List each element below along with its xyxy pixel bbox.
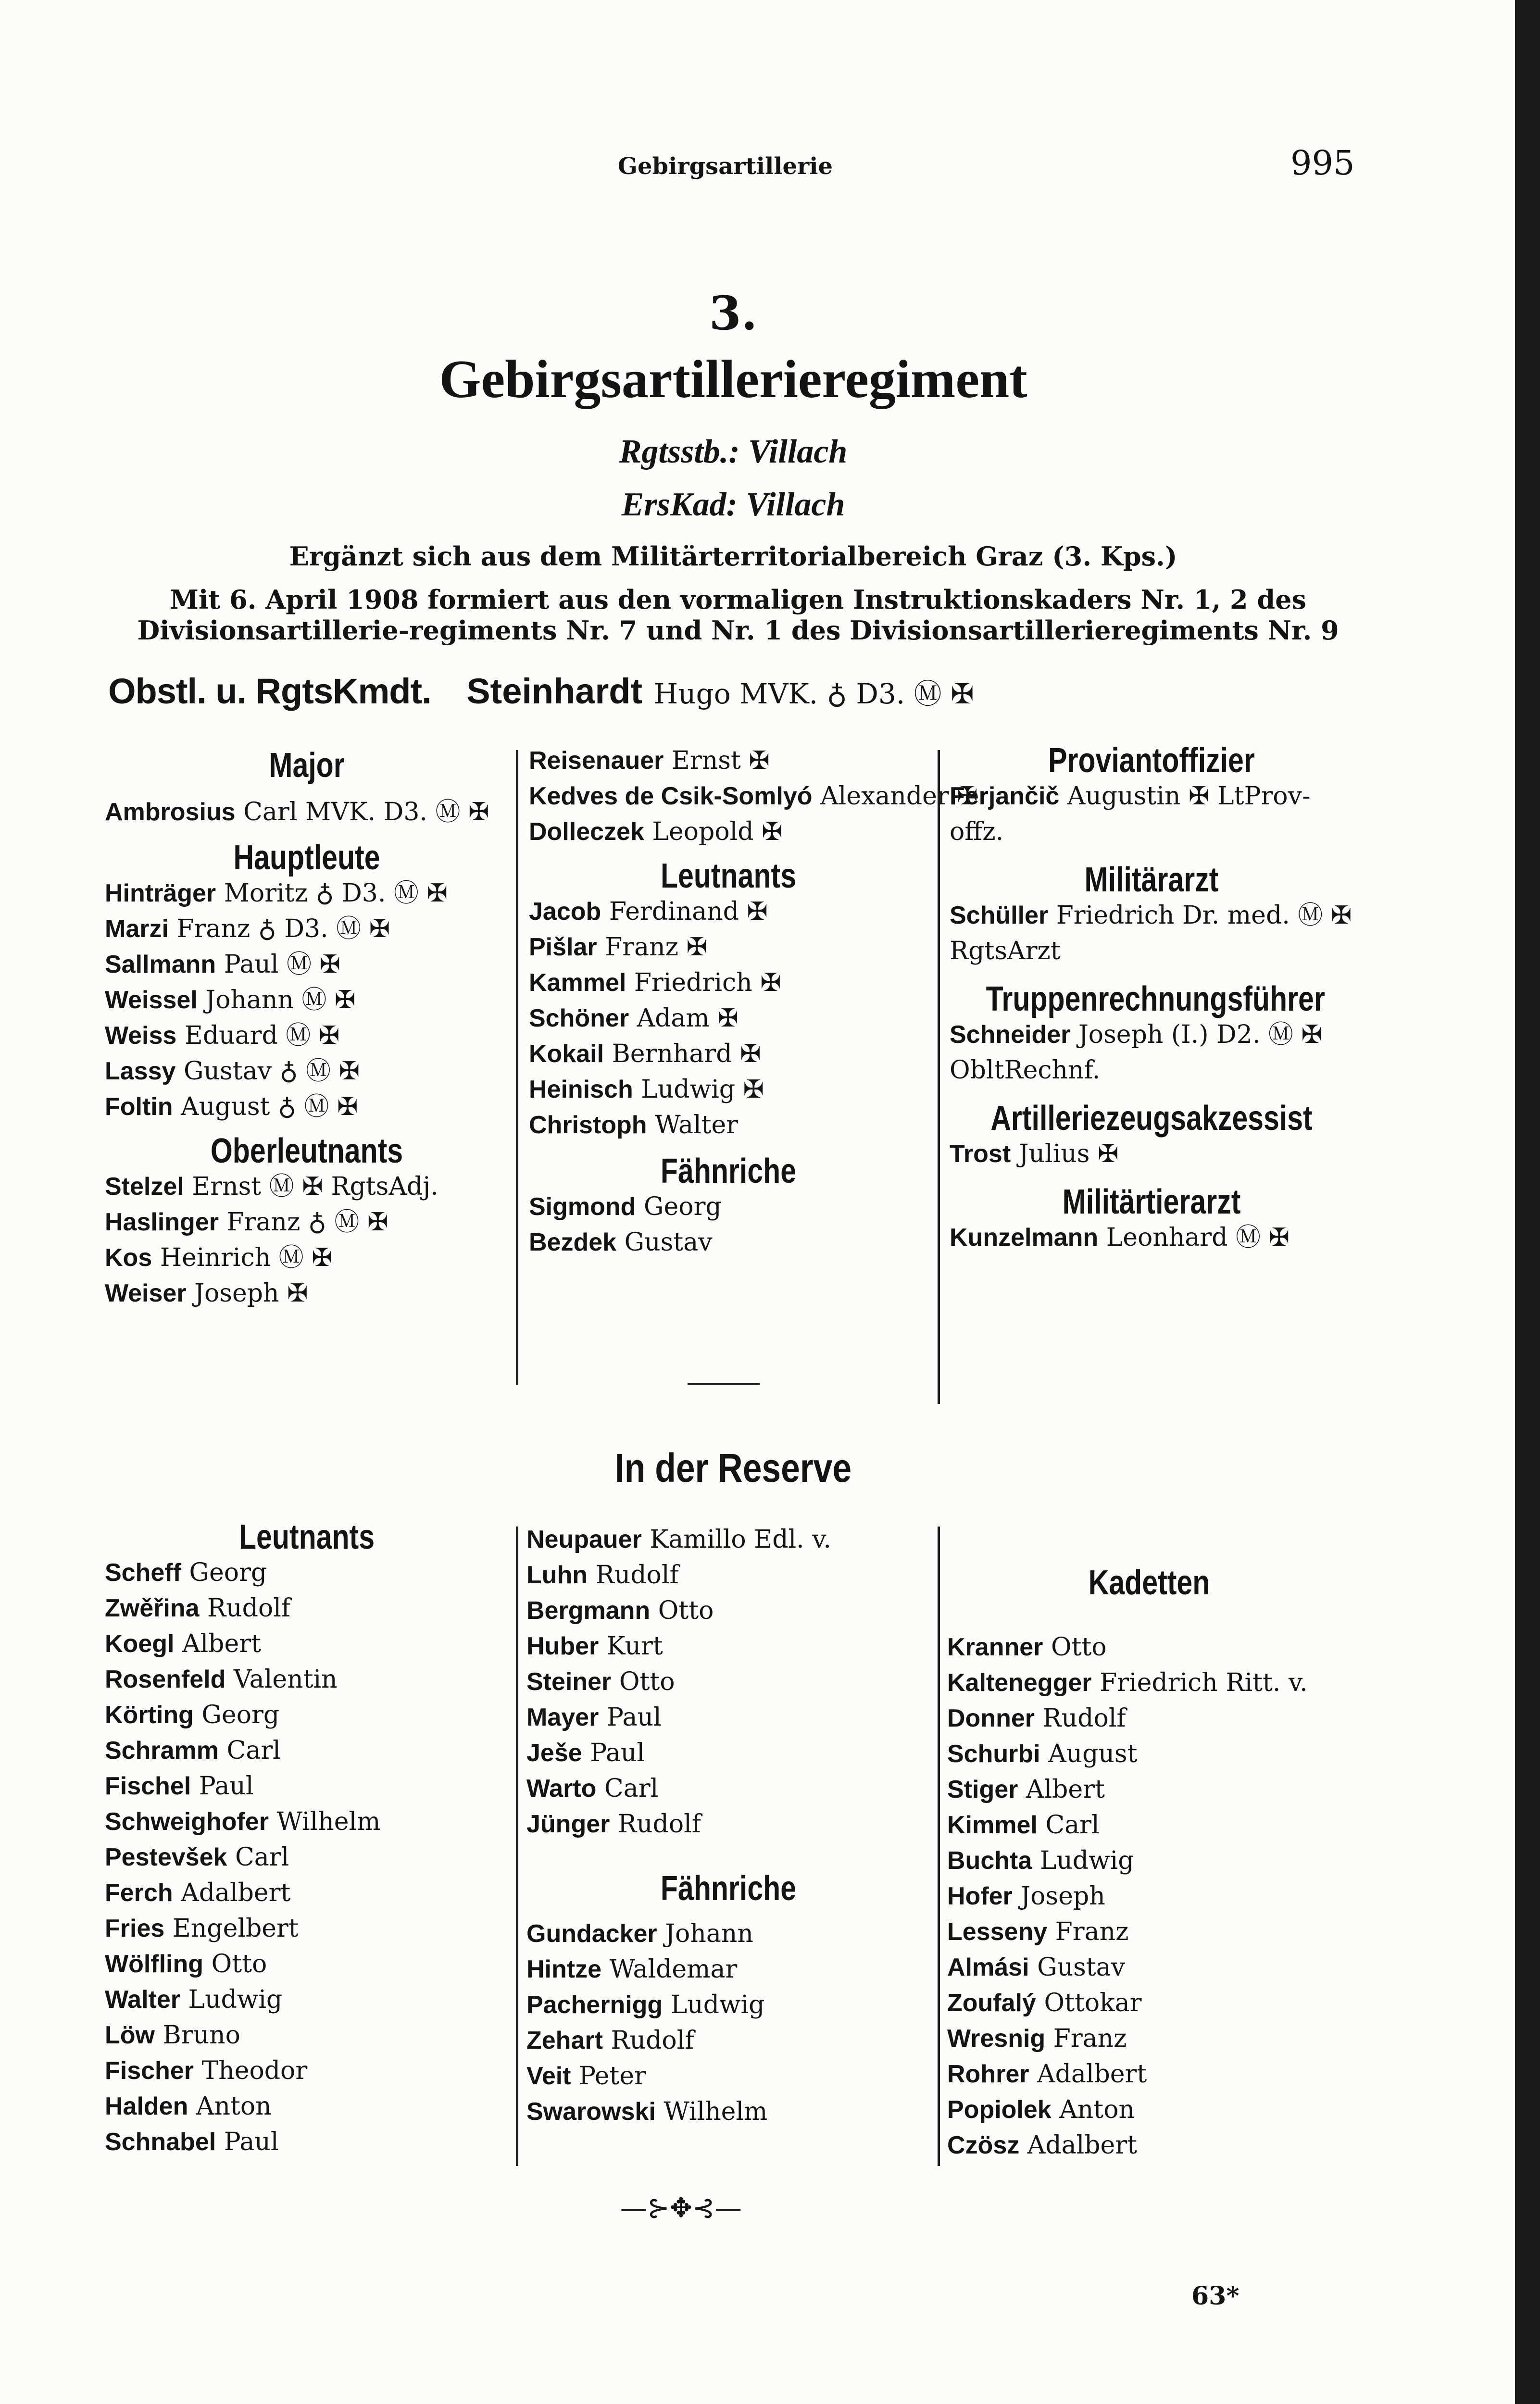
entry-given: Leonhard Ⓜ ✠: [1106, 1223, 1290, 1252]
entry-given: Rudolf: [611, 2026, 694, 2055]
roster-entry: [105, 1804, 509, 1840]
roster-entry: [526, 1628, 930, 1664]
heading-reserve-leutnants: Leutnants: [238, 1518, 375, 1556]
entry-given: Friedrich Ritt. v.: [1100, 1668, 1308, 1697]
entry-surname: Rosenfeld: [105, 1665, 226, 1693]
entry-given: Otto: [1051, 1633, 1107, 1662]
entry-surname: Lesseny: [947, 1918, 1048, 1946]
list-proviant: [950, 778, 1353, 850]
roster-entry: [105, 793, 509, 831]
roster-entry: [105, 1768, 509, 1804]
reserve-column-1: [105, 1519, 509, 2160]
entry-surname: Weiss: [105, 1022, 177, 1050]
entry-surname: Ješe: [526, 1739, 582, 1767]
entry-given: Otto: [658, 1596, 714, 1625]
roster-entry: [947, 1701, 1351, 1736]
roster-entry: [529, 929, 928, 965]
entry-surname: Schweighofer: [105, 1808, 269, 1836]
entry-given: Albert: [1026, 1775, 1105, 1804]
column-rule-2: [938, 750, 940, 1404]
roster-entry: [105, 1662, 509, 1697]
roster-entry: [529, 1072, 928, 1107]
entry-given: Wilhelm: [664, 2097, 768, 2126]
roster-entry: [947, 1878, 1351, 1914]
entry-surname: Popiolek: [947, 2096, 1052, 2124]
entry-surname: Gundacker: [526, 1920, 657, 1948]
list-akzessist: [950, 1136, 1353, 1172]
entry-surname: Halden: [105, 2092, 188, 2120]
roster-entry: [526, 2094, 930, 2129]
list-oberleutnants: [105, 1169, 509, 1311]
entry-surname: Stelzel: [105, 1173, 184, 1201]
entry-surname: Reisenauer: [529, 747, 664, 775]
roster-entry: [105, 1946, 509, 1982]
entry-given: Gustav: [1037, 1953, 1126, 1982]
entry-given: Anton: [1059, 2095, 1135, 2124]
entry-surname: Ambrosius: [105, 798, 236, 826]
entry-given: Rudolf: [1042, 1704, 1126, 1733]
entry-given: Rudolf: [617, 1810, 701, 1839]
roster-entry: [529, 1189, 928, 1225]
list-reserve-faehnriche: [526, 1916, 930, 2129]
heading-leutnants: Leutnants: [660, 857, 797, 895]
entry-surname: Zehart: [526, 2027, 603, 2054]
roster-entry: [526, 1952, 930, 1987]
roster-entry: [526, 1593, 930, 1628]
commander-rank: Obstl. u. RgtsKmdt.: [108, 671, 431, 711]
entry-given: Adalbert: [1037, 2060, 1147, 2089]
heading-faehnriche: Fähnriche: [660, 1152, 797, 1190]
entry-given: Ludwig: [670, 1991, 765, 2019]
roster-entry: [526, 2058, 930, 2094]
entry-given: Friedrich ✠: [634, 968, 781, 997]
entry-surname: Schöner: [529, 1004, 629, 1032]
entry-surname: Schneider: [950, 1021, 1071, 1049]
roster-entry: [105, 1089, 509, 1125]
entry-given: Augustin ✠ LtProv-offz.: [950, 782, 1311, 846]
roster-entry: [526, 1806, 930, 1842]
roster-entry: [526, 1664, 930, 1700]
entry-surname: Jünger: [526, 1810, 610, 1838]
entry-surname: Hofer: [947, 1882, 1013, 1910]
entry-given: Franz ✠: [605, 933, 708, 962]
roster-entry: [105, 1053, 509, 1089]
roster-entry: [105, 876, 509, 911]
entry-given: Gustav ♁ Ⓜ ✠: [183, 1057, 360, 1086]
entry-surname: Pachernigg: [526, 1991, 663, 2019]
entry-surname: Ferjančič: [950, 782, 1060, 810]
entry-surname: Kaltenegger: [947, 1669, 1092, 1697]
entry-given: Rudolf: [595, 1561, 679, 1590]
entry-given: Waldemar: [609, 1955, 738, 1984]
entry-surname: Warto: [526, 1775, 597, 1803]
entry-surname: Kranner: [947, 1633, 1043, 1661]
entry-surname: Wölfling: [105, 1950, 204, 1978]
entry-surname: Marzi: [105, 915, 169, 943]
roster-entry: [950, 898, 1353, 969]
roster-entry: [529, 1001, 928, 1036]
entry-surname: Huber: [526, 1632, 599, 1660]
entry-given: Carl: [604, 1774, 659, 1803]
entry-given: Otto: [211, 1950, 267, 1978]
heading-proviant: Proviantoffizier: [1048, 741, 1255, 780]
roster-entry: [105, 1733, 509, 1768]
scan-border: [1515, 0, 1540, 2404]
running-header: Gebirgsartillerie: [618, 153, 833, 180]
entry-surname: Stiger: [947, 1776, 1018, 1803]
entry-surname: Dolleczek: [529, 818, 644, 846]
roster-entry: [105, 982, 509, 1018]
roster-entry: [950, 1136, 1353, 1172]
reserve-rule-2: [938, 1527, 940, 2166]
roster-entry: [947, 1629, 1351, 1665]
roster-entry: [105, 2017, 509, 2053]
entry-surname: Wresnig: [947, 2025, 1046, 2053]
roster-entry: [950, 778, 1353, 850]
entry-given: Georg: [643, 1192, 722, 1221]
roster-entry: [947, 2128, 1351, 2163]
entry-given: Moritz ♁ D3. Ⓜ ✠: [224, 879, 448, 908]
entry-given: Friedrich Dr. med. Ⓜ ✠ RgtsArzt: [950, 901, 1352, 965]
entry-given: Joseph: [1020, 1882, 1105, 1911]
entry-given: Carl MVK. D3. Ⓜ ✠: [243, 798, 489, 826]
entry-given: Julius ✠: [1018, 1139, 1119, 1168]
entry-given: Paul: [606, 1703, 662, 1732]
entry-surname: Löw: [105, 2021, 155, 2049]
roster-entry: [947, 1807, 1351, 1843]
list-hauptleute: [105, 876, 509, 1125]
roster-entry: [105, 1626, 509, 1662]
roster-entry: [947, 1843, 1351, 1878]
entry-given: Franz: [1053, 2024, 1127, 2053]
roster-entry: [947, 1914, 1351, 1950]
roster-entry: [947, 1950, 1351, 1985]
entry-given: Valentin: [233, 1665, 338, 1694]
entry-given: Franz ♁ Ⓜ ✠: [226, 1208, 388, 1237]
list-col2-top: [529, 743, 978, 850]
entry-surname: Neupauer: [526, 1526, 642, 1553]
entry-surname: Walter: [105, 1986, 180, 2014]
entry-given: Franz ♁ D3. Ⓜ ✠: [176, 914, 390, 943]
erganzt-line: Ergänzt sich aus dem Militärterritorialbereich Graz (3. Kps.): [289, 541, 1177, 572]
commander-line: [108, 671, 974, 712]
entry-given: Ernst ✠: [671, 746, 770, 775]
list-leutnants: [529, 894, 928, 1143]
list-militaerarzt: [950, 898, 1353, 969]
erskad-line: ErsKad: Villach: [621, 486, 845, 523]
entry-given: Leopold ✠: [652, 817, 783, 846]
column-rule-1: [516, 750, 518, 1385]
entry-surname: Pišlar: [529, 933, 597, 961]
entry-given: Wilhelm: [276, 1807, 381, 1836]
roster-entry: [947, 2092, 1351, 2128]
entry-surname: Schnabel: [105, 2128, 216, 2156]
entry-given: Adalbert: [181, 1878, 291, 1907]
roster-entry: [529, 894, 928, 929]
heading-major: Major: [269, 746, 345, 785]
roster-entry: [105, 947, 509, 982]
entry-given: Heinrich Ⓜ ✠: [160, 1243, 333, 1272]
entry-given: Franz: [1055, 1917, 1129, 1946]
entry-given: Paul: [590, 1739, 645, 1767]
list-reserve-col2: [526, 1522, 930, 1842]
entry-surname: Luhn: [526, 1561, 588, 1589]
reserve-heading: In der Reserve: [614, 1445, 852, 1490]
entry-surname: Hintze: [526, 1955, 601, 1983]
roster-entry: [947, 1985, 1351, 2021]
roster-entry: [526, 1735, 930, 1771]
entry-surname: Kedves de Csik-Somlyó: [529, 782, 813, 810]
entry-surname: Christoph: [529, 1111, 647, 1139]
roster-entry: [947, 1772, 1351, 1807]
entry-given: Johann Ⓜ ✠: [205, 986, 356, 1014]
roster-entry: [526, 2023, 930, 2058]
roster-entry: [105, 2053, 509, 2089]
entry-surname: Ferch: [105, 1879, 173, 1907]
entry-surname: Haslinger: [105, 1208, 219, 1236]
entry-surname: Bergmann: [526, 1597, 651, 1625]
list-major: [105, 793, 509, 831]
entry-given: Bernhard ✠: [612, 1039, 761, 1068]
entry-surname: Rohrer: [947, 2060, 1029, 2088]
entry-given: Kurt: [606, 1632, 663, 1661]
column-1-active: [105, 743, 509, 1311]
list-tierarzt: [950, 1220, 1353, 1255]
entry-surname: Fries: [105, 1915, 165, 1942]
entry-surname: Schüller: [950, 902, 1049, 929]
commander-given: Hugo MVK. ♁ D3. Ⓜ ✠: [653, 677, 974, 710]
entry-given: Carl: [226, 1736, 281, 1765]
entry-surname: Scheff: [105, 1559, 181, 1587]
short-rule: [688, 1383, 760, 1385]
entry-given: Ernst Ⓜ ✠ RgtsAdj.: [192, 1172, 438, 1201]
roster-entry: [529, 1225, 928, 1260]
entry-given: Adam ✠: [637, 1004, 739, 1033]
entry-surname: Czösz: [947, 2131, 1020, 2159]
roster-entry: [105, 1276, 509, 1311]
roster-entry: [105, 1697, 509, 1733]
regiment-title: Gebirgsartillerieregiment: [439, 350, 1027, 409]
entry-surname: Pestevšek: [105, 1843, 227, 1871]
entry-surname: Swarowski: [526, 2098, 656, 2126]
heading-oberleutnants: Oberleutnants: [210, 1132, 403, 1170]
entry-surname: Sallmann: [105, 951, 216, 978]
entry-given: Paul: [224, 2128, 279, 2156]
entry-given: Carl: [235, 1843, 289, 1872]
roster-entry: [950, 1017, 1353, 1088]
roster-entry: [529, 965, 928, 1001]
roster-entry: [529, 1036, 928, 1072]
entry-surname: Foltin: [105, 1093, 173, 1121]
entry-given: August: [1048, 1740, 1138, 1768]
roster-entry: [105, 1204, 509, 1240]
entry-given: Adalbert: [1027, 2131, 1138, 2160]
heading-hauptleute: Hauptleute: [233, 839, 380, 877]
column-2-active: [529, 743, 978, 1260]
entry-surname: Zoufalý: [947, 1989, 1036, 2017]
entry-surname: Hinträger: [105, 879, 216, 907]
roster-entry: [529, 814, 928, 850]
roster-entry: [526, 1557, 930, 1593]
list-reserve-leutnants: [105, 1555, 509, 2160]
roster-entry: [105, 1840, 509, 1875]
roster-entry: [105, 1590, 509, 1626]
entry-given: Ludwig: [1039, 1846, 1134, 1875]
entry-surname: Koegl: [105, 1630, 175, 1658]
reserve-rule-1: [516, 1527, 518, 2166]
column-3-active: [950, 743, 1353, 1255]
entry-surname: Körting: [105, 1701, 194, 1729]
entry-surname: Sigmond: [529, 1193, 636, 1221]
entry-surname: Schurbi: [947, 1740, 1040, 1768]
entry-given: Joseph ✠: [194, 1279, 308, 1308]
list-faehnriche: [529, 1189, 928, 1260]
roster-entry: [526, 1522, 930, 1557]
entry-given: Georg: [189, 1558, 267, 1587]
entry-given: Johann: [665, 1919, 753, 1948]
entry-given: Engelbert: [172, 1914, 299, 1943]
heading-reserve-faehnriche: Fähnriche: [660, 1869, 797, 1908]
roster-entry: [947, 2056, 1351, 2092]
entry-given: Carl: [1045, 1811, 1100, 1840]
entry-given: Joseph (I.) D2. Ⓜ ✠ ObltRechnf.: [950, 1020, 1322, 1085]
formation-paragraph: Mit 6. April 1908 formiert aus den vormaligen Instruktionskaders Nr. 1, 2 des Divisionsartillerie-regiments Nr. 7 und Nr. 1 des Divisionsartillerieregiments Nr. 9: [137, 584, 1339, 646]
rgtsstb-line: Rgtsstb.: Villach: [619, 433, 848, 470]
entry-given: Ferdinand ✠: [609, 897, 768, 926]
entry-given: Ludwig: [188, 1985, 283, 2014]
list-kadetten: [947, 1629, 1351, 2163]
page-number: 995: [1290, 143, 1355, 183]
list-truppen: [950, 1017, 1353, 1088]
roster-entry: [529, 743, 928, 778]
entry-given: Paul Ⓜ ✠: [224, 950, 341, 979]
entry-surname: Kokail: [529, 1040, 604, 1068]
entry-surname: Kos: [105, 1244, 152, 1272]
entry-given: Bruno: [163, 2021, 240, 2050]
signature-mark: 63*: [1191, 2281, 1240, 2311]
entry-given: Ludwig ✠: [641, 1075, 764, 1104]
entry-surname: Jacob: [529, 898, 601, 926]
roster-entry: [526, 1700, 930, 1735]
roster-entry: [947, 2021, 1351, 2056]
heading-tierarzt: Militärtierarzt: [1062, 1183, 1241, 1221]
entry-surname: Kunzelmann: [950, 1224, 1099, 1252]
commander-surname: Steinhardt: [466, 671, 643, 711]
entry-given: Theodor: [201, 2056, 308, 2085]
heading-kadetten: Kadetten: [1088, 1564, 1210, 1602]
entry-given: Ottokar: [1044, 1989, 1142, 2017]
roster-entry: [105, 911, 509, 947]
entry-given: Otto: [619, 1667, 675, 1696]
entry-surname: Weiser: [105, 1279, 187, 1307]
entry-surname: Steiner: [526, 1668, 612, 1696]
entry-given: Kamillo Edl. v.: [650, 1525, 831, 1554]
roster-entry: [947, 1736, 1351, 1772]
reserve-column-3: [947, 1565, 1351, 2163]
entry-surname: Donner: [947, 1704, 1035, 1732]
entry-surname: Veit: [526, 2062, 571, 2090]
entry-given: Alexander ✠: [820, 782, 978, 811]
ornament-divider: —⊱✥⊰—: [620, 2192, 742, 2224]
entry-surname: Buchta: [947, 1847, 1032, 1875]
entry-surname: Heinisch: [529, 1076, 633, 1103]
roster-entry: [947, 1665, 1351, 1701]
entry-surname: Trost: [950, 1140, 1011, 1168]
entry-given: Paul: [199, 1772, 254, 1801]
heading-akzessist: Artilleriezeugsakzessist: [990, 1099, 1313, 1138]
heading-militaerarzt: Militärarzt: [1084, 861, 1219, 899]
entry-surname: Zwěřina: [105, 1594, 200, 1622]
entry-surname: Fischel: [105, 1772, 191, 1800]
entry-given: Gustav: [624, 1228, 713, 1257]
roster-entry: [105, 1555, 509, 1590]
entry-surname: Schramm: [105, 1737, 219, 1765]
roster-entry: [950, 1220, 1353, 1255]
regiment-number: 3.: [709, 286, 758, 340]
entry-given: Georg: [201, 1701, 280, 1729]
entry-surname: Kimmel: [947, 1811, 1038, 1839]
entry-given: Anton: [196, 2092, 272, 2121]
entry-surname: Kammel: [529, 969, 626, 997]
entry-surname: Fischer: [105, 2057, 194, 2085]
reserve-column-2: [526, 1522, 930, 2129]
entry-given: Albert: [182, 1629, 261, 1658]
entry-given: August ♁ Ⓜ ✠: [181, 1092, 358, 1121]
roster-entry: [105, 2089, 509, 2124]
entry-given: Rudolf: [207, 1594, 291, 1623]
roster-entry: [529, 778, 978, 814]
roster-entry: [105, 1240, 509, 1276]
entry-surname: Mayer: [526, 1703, 599, 1731]
entry-given: Walter: [655, 1111, 739, 1139]
roster-entry: [105, 2124, 509, 2160]
roster-entry: [526, 1987, 930, 2023]
roster-entry: [105, 1911, 509, 1946]
roster-entry: [526, 1771, 930, 1806]
entry-surname: Lassy: [105, 1057, 176, 1085]
entry-surname: Almási: [947, 1953, 1029, 1981]
entry-surname: Weissel: [105, 986, 198, 1014]
roster-entry: [105, 1875, 509, 1911]
entry-given: Eduard Ⓜ ✠: [184, 1021, 340, 1050]
roster-entry: [105, 1018, 509, 1053]
entry-surname: Bezdek: [529, 1228, 617, 1256]
heading-truppenrechnungsfuehrer: Truppenrechnungsführer: [986, 980, 1325, 1018]
roster-entry: [526, 1916, 930, 1952]
entry-given: Peter: [579, 2062, 646, 2091]
roster-entry: [529, 1107, 928, 1143]
roster-entry: [105, 1982, 509, 2017]
roster-entry: [105, 1169, 509, 1204]
